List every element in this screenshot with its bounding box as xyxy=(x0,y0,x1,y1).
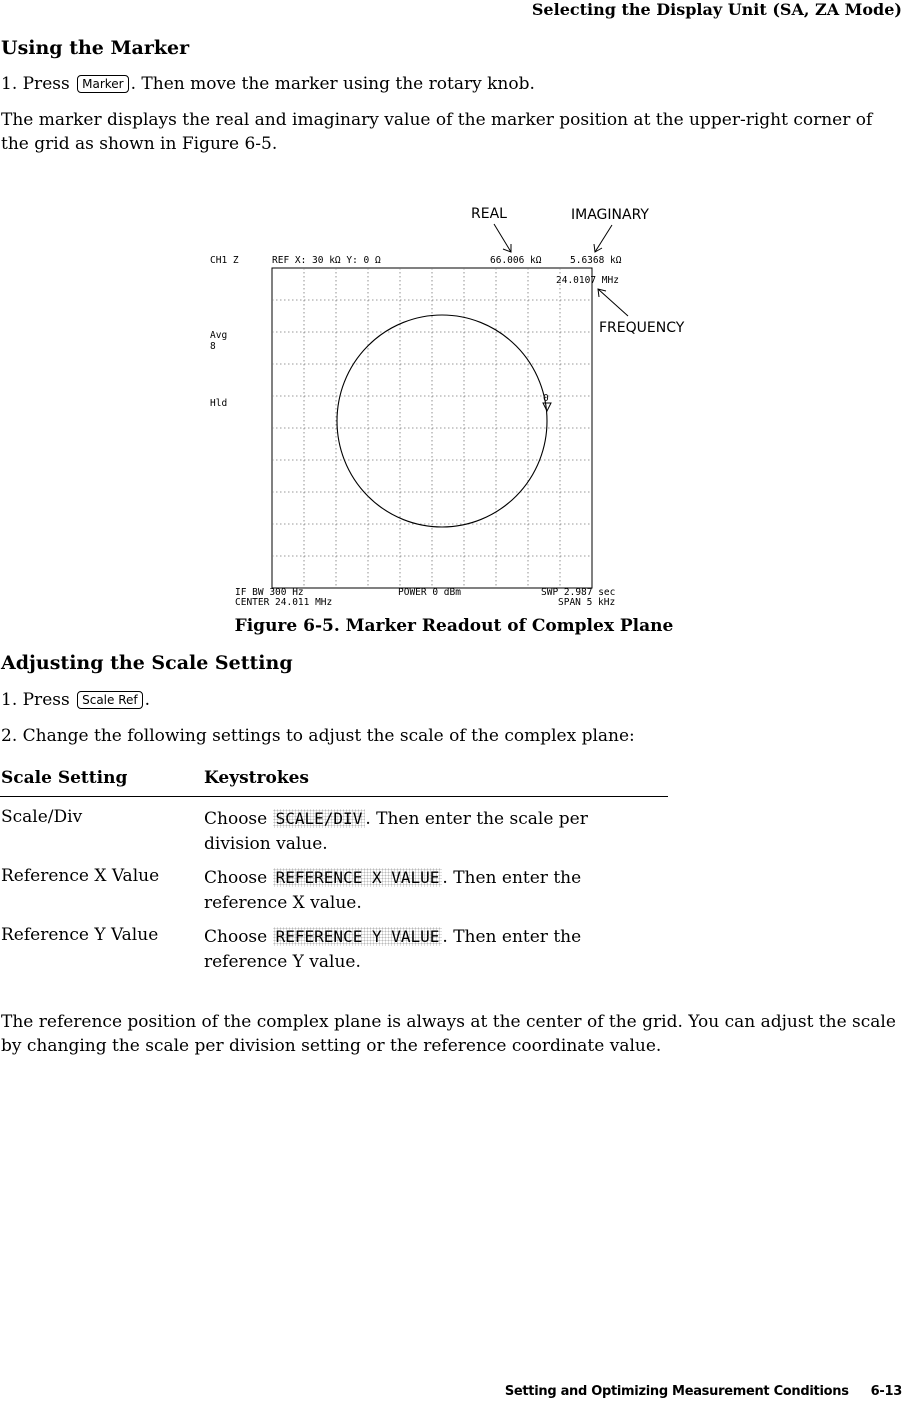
step-change-settings: 2. Change the following settings to adjust the scale of the complex plane: xyxy=(1,726,635,746)
step-text: 1. Press xyxy=(1,690,70,710)
screen-freq: 24.0107 MHz xyxy=(556,275,619,286)
section-heading-scale-setting: Adjusting the Scale Setting xyxy=(1,652,293,674)
step-press-scale-ref xyxy=(1,688,150,712)
softkey-reference-x-value: REFERENCE X VALUE xyxy=(273,868,443,887)
table-row-scale-div-setting: Scale/Div xyxy=(1,807,83,827)
screen-if-bw: IF BW 300 Hz xyxy=(235,587,304,598)
step-text: . xyxy=(144,690,151,710)
screen-imag-value: 5.6368 kΩ xyxy=(570,255,622,266)
section-heading-using-marker: Using the Marker xyxy=(1,37,190,59)
screen-hld: Hld xyxy=(210,398,228,409)
screen-power: POWER 0 dBm xyxy=(398,587,461,598)
closing-paragraph: The reference position of the complex plane is always at the center of the grid. You can adjust the scale by changing the scale per division setting or the reference coordinate value. xyxy=(1,1012,896,1056)
figure-6-5 xyxy=(0,195,908,615)
screen-real-value: 66.006 kΩ xyxy=(490,255,542,266)
figure-caption: Figure 6-5. Marker Readout of Complex Plane xyxy=(234,616,674,636)
screen-span: SPAN 5 kHz xyxy=(558,597,616,608)
softkey-scale-div: SCALE/DIV xyxy=(273,809,366,828)
screen-swp: SWP 2.987 sec xyxy=(541,587,616,598)
screen-avg: Avg xyxy=(210,330,228,341)
table-row-ref-x-setting: Reference X Value xyxy=(1,866,160,886)
callout-arrows xyxy=(494,224,628,316)
table-row-scale-div-keystrokes xyxy=(204,806,654,857)
instruction-text: . Then enter the scale per division value. xyxy=(204,809,588,854)
impedance-circle-trace xyxy=(337,315,547,527)
page-footer xyxy=(505,1384,902,1399)
choose-text: Choose xyxy=(204,927,268,947)
choose-text: Choose xyxy=(204,868,268,888)
callout-frequency: FREQUENCY xyxy=(599,320,685,336)
step-text: . Then move the marker using the rotary knob. xyxy=(130,74,535,94)
callout-imaginary: IMAGINARY xyxy=(571,207,649,223)
choose-text: Choose xyxy=(204,809,268,829)
screen-channel: CH1 Z xyxy=(210,255,239,266)
marker-triangle-icon xyxy=(543,403,551,411)
page-number: 6-13 xyxy=(870,1384,902,1399)
callout-real: REAL xyxy=(471,206,507,222)
marker-description: The marker displays the real and imaginary value of the marker position at the upper-right corner of the grid as shown in Figure 6-5. xyxy=(1,110,873,154)
table-row-ref-y-setting: Reference Y Value xyxy=(1,925,159,945)
softkey-reference-y-value: REFERENCE Y VALUE xyxy=(273,927,443,946)
table-header-setting: Scale Setting xyxy=(1,768,128,788)
screen-center: CENTER 24.011 MHz xyxy=(235,597,333,608)
instruction-text: . Then enter the reference X value. xyxy=(204,868,582,913)
screen-ref: REF X: 30 kΩ Y: 0 Ω xyxy=(272,255,381,266)
scale-ref-key: Scale Ref xyxy=(77,691,143,709)
table-row-ref-y-keystrokes xyxy=(204,924,654,975)
table-row-ref-x-keystrokes xyxy=(204,865,654,916)
marker-key: Marker xyxy=(77,75,128,93)
footer-chapter-title: Setting and Optimizing Measurement Conditions xyxy=(504,1384,849,1399)
table-header-rule xyxy=(0,796,668,797)
table-header-keystrokes: Keystrokes xyxy=(204,768,309,788)
screen-marker-number: 0 xyxy=(543,393,549,404)
step-text: 1. Press xyxy=(1,74,70,94)
instruction-text: . Then enter the reference Y value. xyxy=(204,927,582,972)
step-press-marker xyxy=(1,72,535,96)
running-header: Selecting the Display Unit (SA, ZA Mode) xyxy=(531,0,902,19)
screen-avg-n: 8 xyxy=(210,341,216,352)
